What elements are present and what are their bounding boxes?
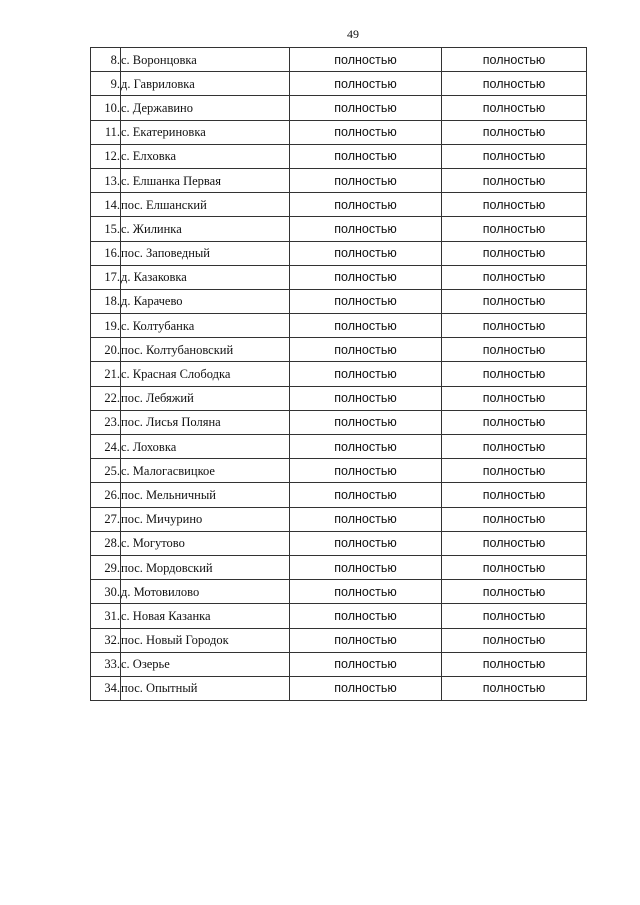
page-number: 49 [347,27,359,41]
status-cell-b: полностью [442,628,587,652]
status-cell-a: полностью [290,386,442,410]
status-cell-a: полностью [290,507,442,531]
row-number-cell: 33. [91,652,121,676]
settlement-name-cell: пос. Опытный [121,676,290,700]
settlement-name-cell: с. Красная Слободка [121,362,290,386]
table-row [91,580,587,604]
row-number-cell: 32. [91,628,121,652]
settlement-name-cell: с. Елховка [121,144,290,168]
status-cell-a: полностью [290,265,442,289]
status-cell-b: полностью [442,289,587,313]
status-cell-a: полностью [290,459,442,483]
status-cell-b: полностью [442,507,587,531]
status-cell-b: полностью [442,410,587,434]
status-cell-a: полностью [290,410,442,434]
settlement-name-cell: с. Могутово [121,531,290,555]
settlement-name-cell: пос. Елшанский [121,193,290,217]
settlement-name-cell: с. Воронцовка [121,48,290,72]
settlement-name-cell: пос. Новый Городок [121,628,290,652]
status-cell-b: полностью [442,265,587,289]
row-number-cell: 24. [91,435,121,459]
status-cell-b: полностью [442,676,587,700]
table-row [91,628,587,652]
table-row [91,435,587,459]
table-row [91,652,587,676]
status-cell-b: полностью [442,580,587,604]
settlement-name-cell: с. Державино [121,96,290,120]
status-cell-a: полностью [290,676,442,700]
status-cell-b: полностью [442,531,587,555]
table-row [91,386,587,410]
table-row [91,410,587,434]
table-row [91,314,587,338]
status-cell-b: полностью [442,48,587,72]
status-cell-a: полностью [290,314,442,338]
table-row [91,531,587,555]
table-row [91,289,587,313]
row-number-cell: 12. [91,144,121,168]
status-cell-a: полностью [290,580,442,604]
settlement-name-cell: д. Гавриловка [121,72,290,96]
settlement-name-cell: пос. Мордовский [121,555,290,579]
status-cell-a: полностью [290,289,442,313]
row-number-cell: 21. [91,362,121,386]
status-cell-a: полностью [290,241,442,265]
status-cell-a: полностью [290,555,442,579]
settlement-name-cell: с. Жилинка [121,217,290,241]
table-row [91,72,587,96]
row-number-cell: 16. [91,241,121,265]
status-cell-a: полностью [290,193,442,217]
settlement-name-cell: с. Лоховка [121,435,290,459]
row-number-cell: 28. [91,531,121,555]
row-number-cell: 27. [91,507,121,531]
status-cell-a: полностью [290,96,442,120]
table-body [91,48,587,701]
status-cell-b: полностью [442,72,587,96]
settlement-name-cell: пос. Лисья Поляна [121,410,290,434]
status-cell-a: полностью [290,120,442,144]
settlement-name-cell: с. Малогасвицкое [121,459,290,483]
status-cell-b: полностью [442,217,587,241]
status-cell-a: полностью [290,72,442,96]
status-cell-b: полностью [442,483,587,507]
table-row [91,144,587,168]
settlements-table [90,47,587,701]
settlement-name-cell: с. Новая Казанка [121,604,290,628]
table-row [91,120,587,144]
status-cell-b: полностью [442,555,587,579]
status-cell-a: полностью [290,362,442,386]
table-row [91,483,587,507]
table-row [91,48,587,72]
status-cell-b: полностью [442,362,587,386]
table-row [91,555,587,579]
table-row [91,193,587,217]
settlement-name-cell: с. Колтубанка [121,314,290,338]
row-number-cell: 30. [91,580,121,604]
status-cell-b: полностью [442,96,587,120]
row-number-cell: 34. [91,676,121,700]
row-number-cell: 31. [91,604,121,628]
row-number-cell: 26. [91,483,121,507]
settlement-name-cell: пос. Мичурино [121,507,290,531]
row-number-cell: 23. [91,410,121,434]
settlement-name-cell: д. Мотовилово [121,580,290,604]
settlement-name-cell: д. Казаковка [121,265,290,289]
row-number-cell: 8. [91,48,121,72]
row-number-cell: 18. [91,289,121,313]
settlement-name-cell: пос. Мельничный [121,483,290,507]
table-row [91,96,587,120]
row-number-cell: 11. [91,120,121,144]
status-cell-b: полностью [442,193,587,217]
table-row [91,217,587,241]
row-number-cell: 13. [91,168,121,192]
status-cell-b: полностью [442,386,587,410]
status-cell-a: полностью [290,531,442,555]
status-cell-b: полностью [442,459,587,483]
row-number-cell: 17. [91,265,121,289]
settlement-name-cell: д. Карачево [121,289,290,313]
table-row [91,241,587,265]
table-row [91,676,587,700]
settlement-name-cell: с. Екатериновка [121,120,290,144]
status-cell-b: полностью [442,144,587,168]
status-cell-a: полностью [290,652,442,676]
row-number-cell: 14. [91,193,121,217]
status-cell-a: полностью [290,628,442,652]
settlement-name-cell: с. Озерье [121,652,290,676]
status-cell-b: полностью [442,435,587,459]
row-number-cell: 20. [91,338,121,362]
row-number-cell: 9. [91,72,121,96]
row-number-cell: 10. [91,96,121,120]
table-row [91,459,587,483]
status-cell-a: полностью [290,435,442,459]
table-row [91,265,587,289]
status-cell-b: полностью [442,241,587,265]
settlement-name-cell: пос. Колтубановский [121,338,290,362]
status-cell-a: полностью [290,338,442,362]
table-row [91,338,587,362]
row-number-cell: 19. [91,314,121,338]
status-cell-b: полностью [442,604,587,628]
table-row [91,604,587,628]
settlement-name-cell: пос. Лебяжий [121,386,290,410]
status-cell-b: полностью [442,652,587,676]
settlement-name-cell: с. Елшанка Первая [121,168,290,192]
table-row [91,168,587,192]
table-row [91,362,587,386]
row-number-cell: 15. [91,217,121,241]
status-cell-a: полностью [290,168,442,192]
status-cell-a: полностью [290,483,442,507]
row-number-cell: 29. [91,555,121,579]
row-number-cell: 25. [91,459,121,483]
table-row [91,507,587,531]
status-cell-b: полностью [442,314,587,338]
status-cell-b: полностью [442,338,587,362]
status-cell-a: полностью [290,144,442,168]
status-cell-a: полностью [290,217,442,241]
status-cell-b: полностью [442,120,587,144]
status-cell-a: полностью [290,604,442,628]
status-cell-b: полностью [442,168,587,192]
status-cell-a: полностью [290,48,442,72]
row-number-cell: 22. [91,386,121,410]
settlement-name-cell: пос. Заповедный [121,241,290,265]
